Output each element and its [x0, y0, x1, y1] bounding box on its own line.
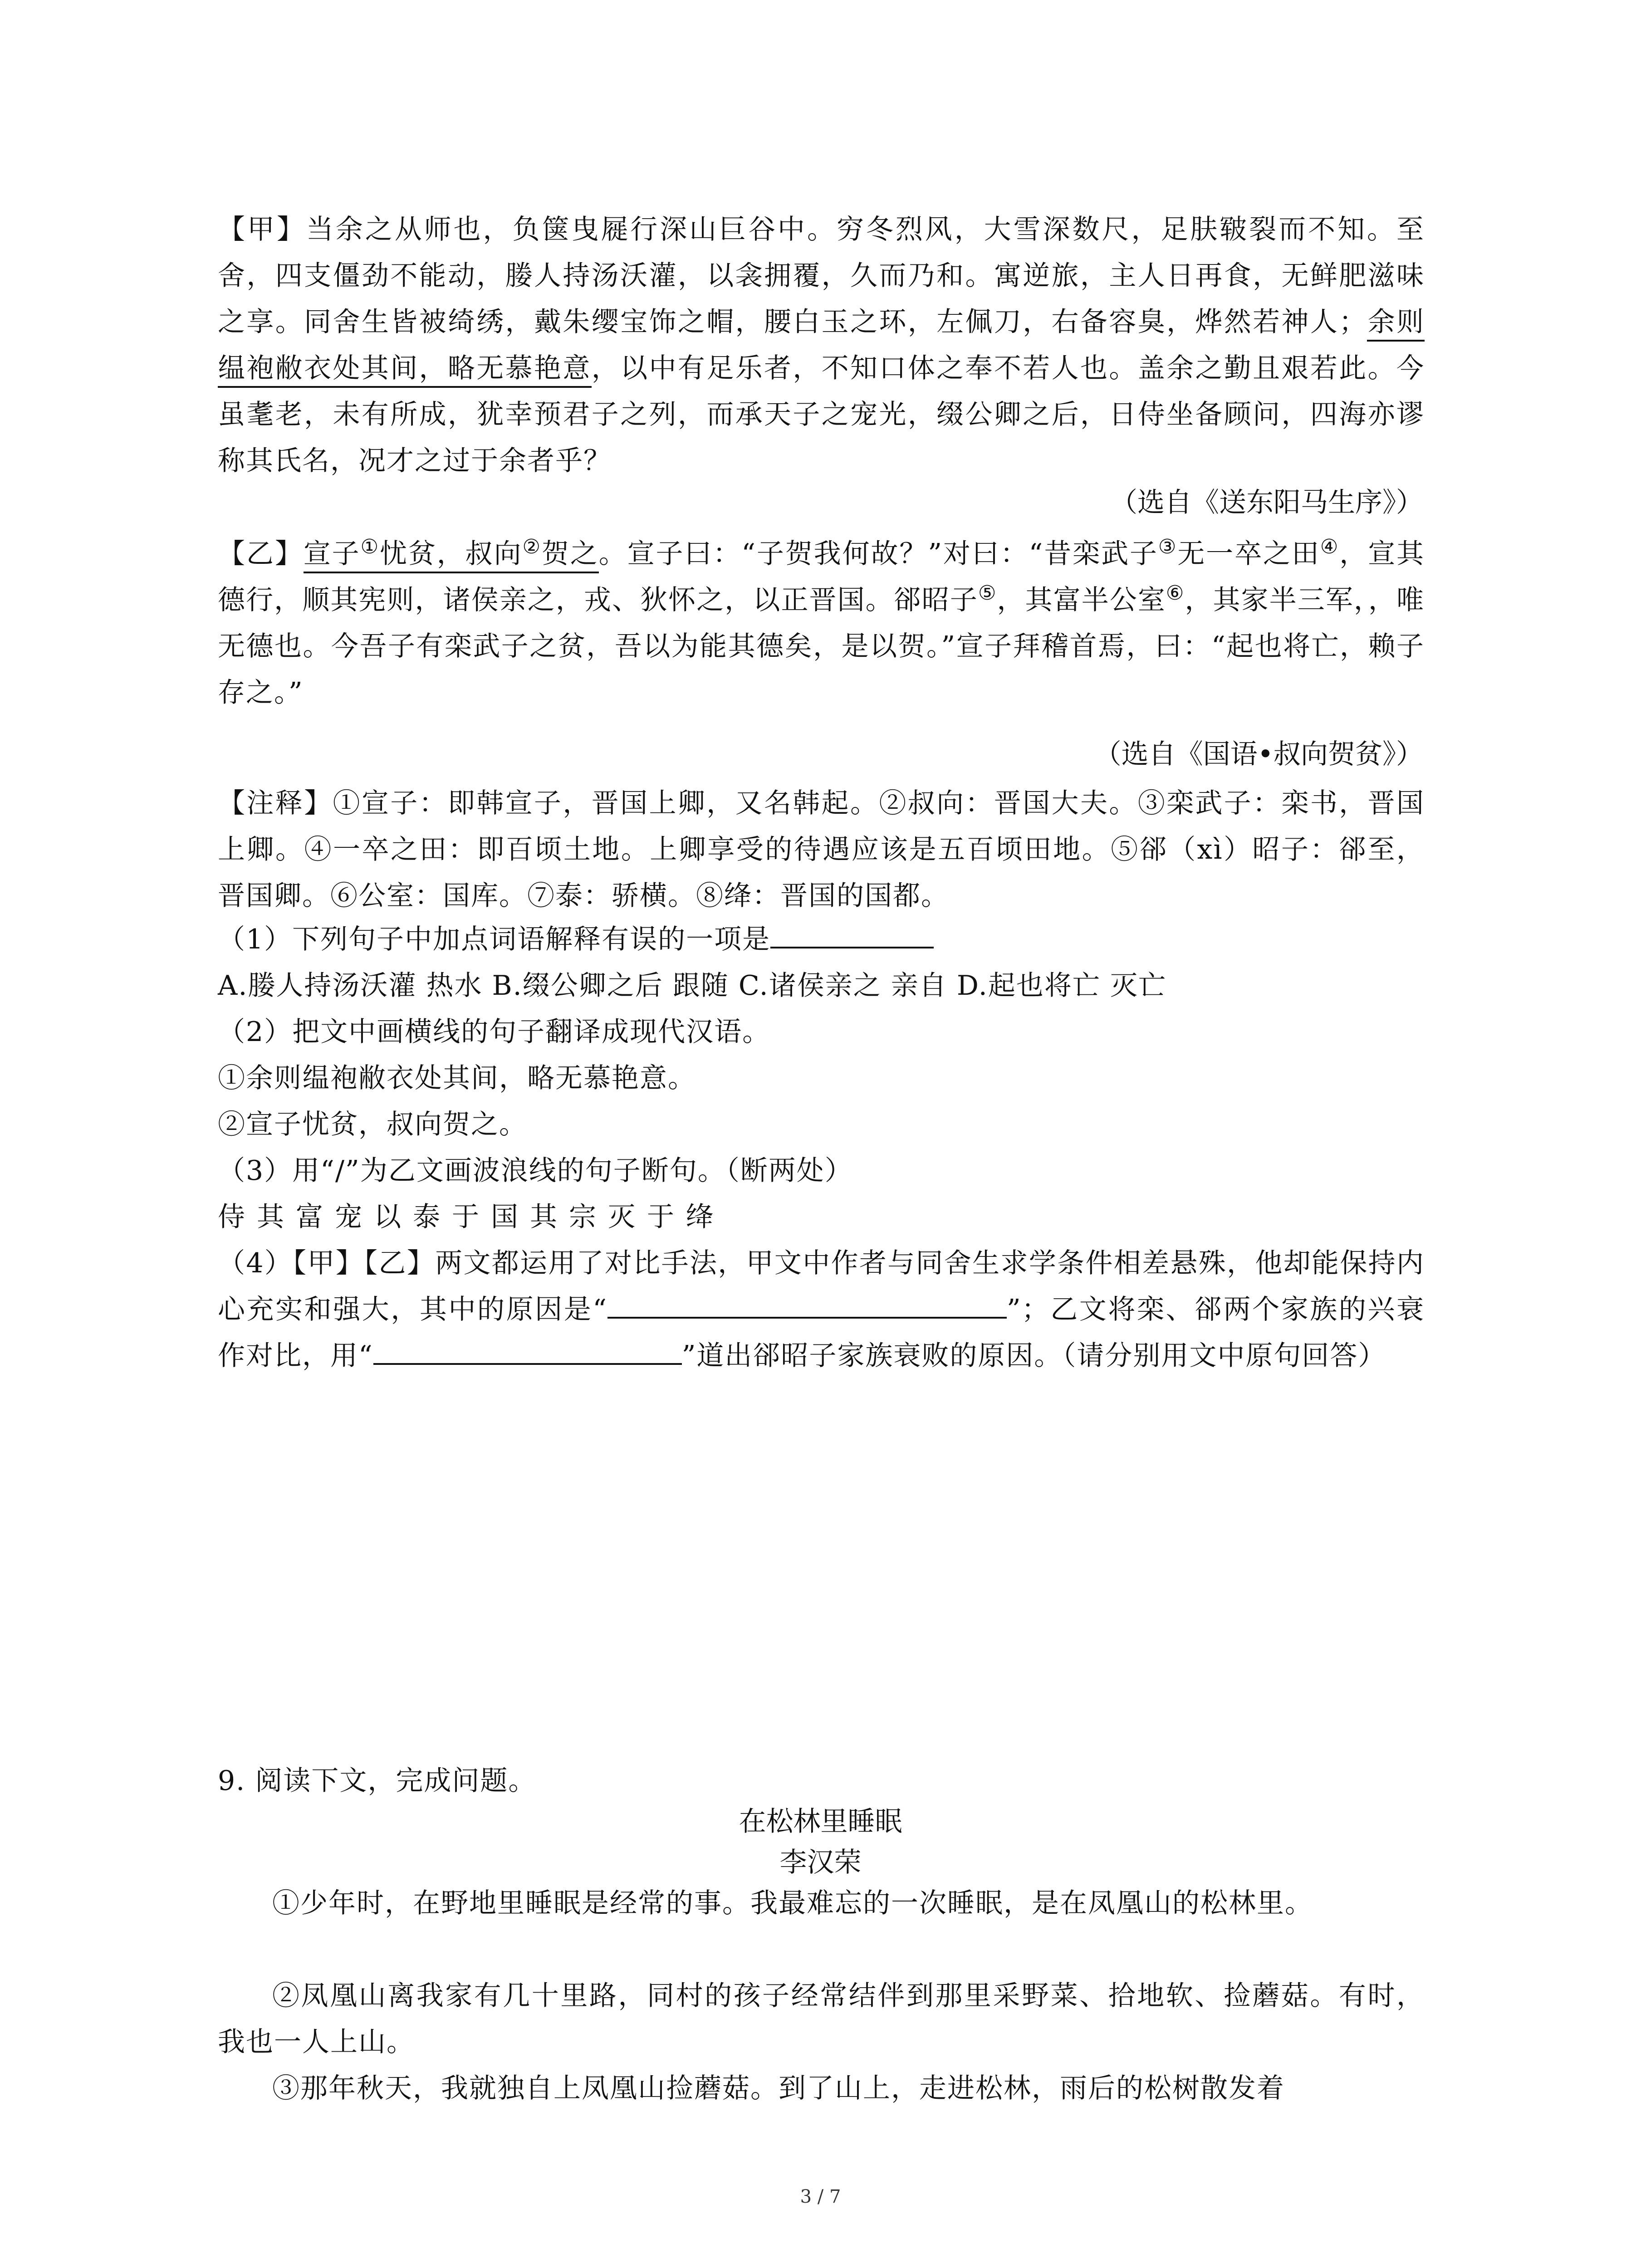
page-number: 3 / 7 — [800, 2186, 841, 2207]
question-4-text: （4）【甲】【乙】两文都运用了对比手法，甲文中作者与同舍生求学条件相差悬殊，他却能保持内心充实和强大，其中的原因是“ — [218, 1247, 1425, 1325]
yi-text: ，其富半公室 — [997, 584, 1166, 616]
passage-jia-text-cont: ，以中有足乐者，不知口体之奉不若人也。盖余之勤且艰若此。今虽耄老，未有所成，犹幸预君子之列，而承天子之宠光，缀公卿之后，日侍坐备顾问，四海亦谬称其氏名，况才之过于余者乎？ — [218, 352, 1425, 477]
note-marker: ⑤ — [978, 582, 997, 605]
article-paragraph-2: ②凤凰山离我家有几十里路，同村的孩子经常结伴到那里采野菜、拾地软、捡蘑菇。有时，我也一人上山。 — [218, 1980, 1425, 2058]
passage-jia — [218, 206, 1425, 484]
yi-underlined-part: 忧贫，叔向 — [379, 538, 523, 570]
yi-text: ，宣其德行，顺其宪则，诸侯亲之，戎、狄怀之，以正晋国。郤昭子 — [218, 538, 1425, 616]
passage-jia-text: 【甲】当余之从师也，负箧曳屣行深山巨谷中。穷冬烈风，大雪深数尺，足肤皲裂而不知。至舍，四支僵劲不能动，媵人持汤沃灌，以衾拥覆，久而乃和。寓逆旅，主人日再食，无鲜肥滋味之享。同舍生皆被绮绣，戴朱缨宝饰之帽，腰白玉之环，左佩刀，右备容臭，烨然若神人； — [218, 214, 1425, 338]
note-marker: ③ — [1158, 535, 1178, 558]
answer-blank[interactable] — [607, 1293, 1007, 1319]
yi-text: ，其家半三军，，唯无德也。今吾子有栾武子之贫，吾以为能其德矣，是以贺。”宣子拜稽首焉，曰：“起也将亡，赖子存之。” — [218, 584, 1425, 709]
question-1 — [218, 916, 1425, 963]
question-2-sentence-b: ②宣子忧贫，叔向贺之。 — [218, 1109, 527, 1140]
yi-text: 无一卒之田 — [1177, 538, 1320, 570]
passage-yi-label: 【乙】 — [218, 538, 304, 570]
question-1-options: A.媵人持汤沃灌 热水 B.缀公卿之后 跟随 C.诸侯亲之 亲自 D.起也将亡 灭亡 — [218, 970, 1166, 1002]
passage-yi-source: （选自《国语•叔向贺贫》） — [1094, 738, 1423, 770]
question-4-text: ”；乙文将栾、郤两个家族的兴衰作对比，用“ — [218, 1294, 1425, 1372]
question-3-sentence: 侍其富宠以泰于国其宗灭于绛 — [218, 1201, 725, 1233]
answer-blank[interactable] — [373, 1339, 682, 1365]
question-1-text: （1）下列句子中加点词语解释有误的一项是 — [218, 924, 771, 955]
underlined-sentence-jia: 余则缊袍敝衣处其间，略无慕艳意 — [218, 306, 1425, 388]
question-2-sentence-a: ①余则缊袍敝衣处其间，略无慕艳意。 — [218, 1062, 696, 1094]
article-paragraph-3: ③那年秋天，我就独自上凤凰山捡蘑菇。到了山上，走进松林，雨后的松树散发着 — [272, 2072, 1285, 2104]
note-marker: ① — [360, 535, 380, 558]
yi-underlined-part: 贺之 — [541, 538, 599, 570]
question-9-heading: 9. 阅读下文，完成问题。 — [218, 1765, 537, 1797]
article-author: 李汉荣 — [779, 1847, 862, 1878]
note-marker: ⑥ — [1166, 582, 1185, 605]
passage-yi — [218, 531, 1425, 716]
question-4-text: ”道出郤昭子家族衰败的原因。（请分别用文中原句回答） — [681, 1340, 1386, 1372]
note-marker: ④ — [1320, 535, 1340, 558]
underlined-sentence-yi — [303, 535, 599, 573]
note-marker: ② — [522, 535, 542, 558]
passage-jia-source: （选自《送东阳马生序》） — [1110, 487, 1423, 518]
yi-text: 。宣子曰：“子贺我何故？”对曰：“昔栾武子 — [598, 538, 1158, 570]
annotation-notes: 【注释】①宣子：即韩宣子，晋国上卿，又名韩起。②叔向：晋国大夫。③栾武子：栾书，晋国上卿。④一卒之田：即百顷土地。上卿享受的待遇应该是五百顷田地。⑤郤（xì）昭子：郤至，晋国卿。⑥公室：国库。⑦泰：骄横。⑧绛：晋国的国都。 — [218, 787, 1425, 912]
yi-underlined-part: 宣子 — [303, 538, 361, 570]
question-2: （2）把文中画横线的句子翻译成现代汉语。 — [218, 1016, 771, 1048]
article-title: 在松林里睡眠 — [739, 1806, 902, 1838]
article-paragraph-1: ①少年时，在野地里睡眠是经常的事。我最难忘的一次睡眠，是在凤凰山的松林里。 — [272, 1887, 1313, 1919]
question-3: （3）用“/”为乙文画波浪线的句子断句。（断两处） — [218, 1155, 853, 1187]
question-4 — [218, 1240, 1425, 1379]
answer-blank[interactable] — [770, 923, 934, 948]
